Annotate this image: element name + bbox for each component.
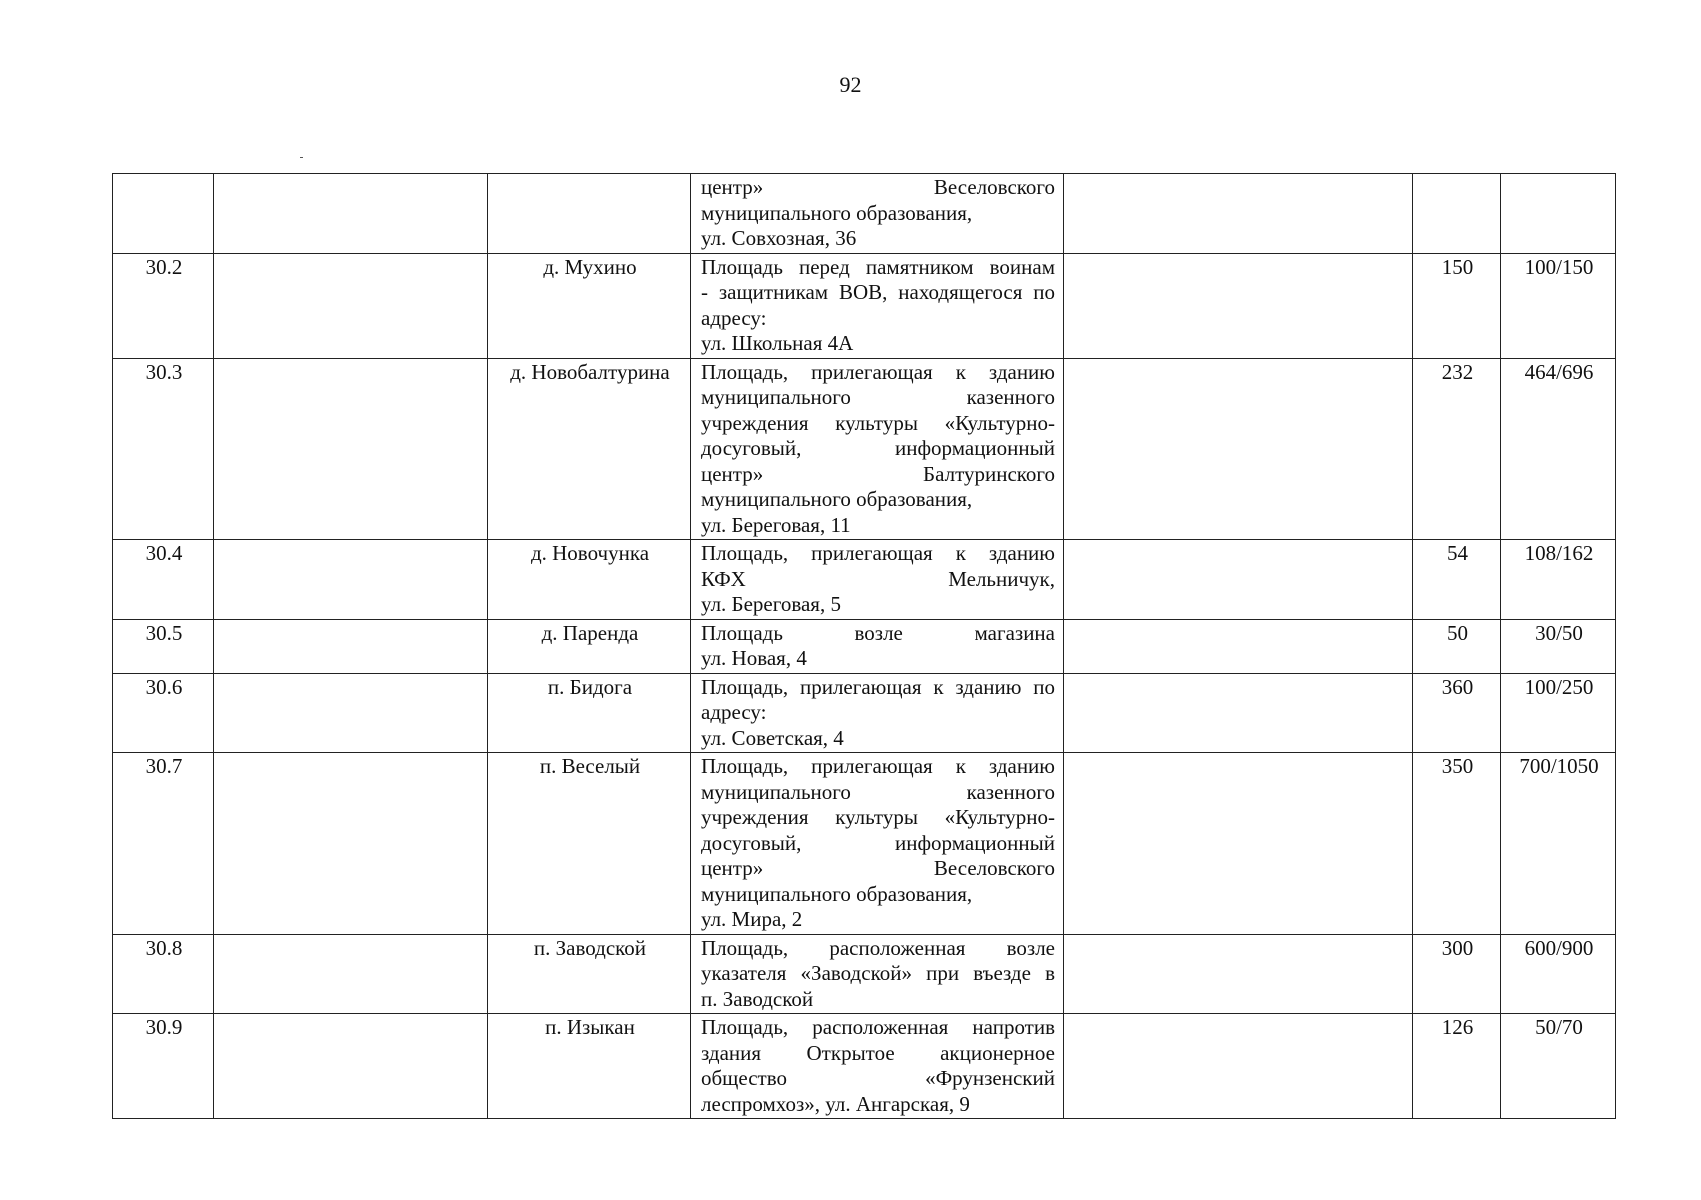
description-line: муниципального образования, bbox=[701, 487, 973, 511]
area-cell: 150 bbox=[1413, 253, 1501, 358]
row-number-cell bbox=[113, 174, 214, 254]
table-row bbox=[113, 253, 1616, 358]
row-number-cell: 30.9 bbox=[113, 1014, 214, 1119]
description-line: центр» Веселовского bbox=[701, 175, 1055, 199]
row-number-cell: 30.2 bbox=[113, 253, 214, 358]
description-line: адресу: bbox=[701, 305, 767, 330]
area-cell: 350 bbox=[1413, 753, 1501, 935]
description-line: досуговый, информационный bbox=[701, 436, 1055, 460]
description-line: Площадь, прилегающая к зданию bbox=[701, 359, 1055, 384]
capacity-cell bbox=[1501, 174, 1616, 254]
area-cell: 232 bbox=[1413, 358, 1501, 540]
description-line: - защитникам ВОВ, находящегося по bbox=[701, 280, 1055, 304]
extra-cell bbox=[1064, 540, 1413, 620]
description-cell bbox=[691, 753, 1064, 935]
description-line: Площадь возле магазина bbox=[701, 620, 1055, 645]
locality-cell: д. Новочунка bbox=[488, 540, 691, 620]
description-line: адресу: bbox=[701, 700, 767, 724]
description-line: леспромхоз», ул. Ангарская, 9 bbox=[701, 1091, 970, 1116]
description-cell bbox=[691, 253, 1064, 358]
table-row bbox=[113, 358, 1616, 540]
extra-cell bbox=[1064, 619, 1413, 673]
area-cell: 50 bbox=[1413, 619, 1501, 673]
description-line: ул. Совхозная, 36 bbox=[701, 226, 857, 250]
table-row bbox=[113, 540, 1616, 620]
scan-mark bbox=[300, 157, 303, 158]
description-line: п. Заводской bbox=[701, 986, 814, 1011]
description-line: муниципального казенного bbox=[701, 779, 1055, 804]
extra-cell bbox=[1064, 753, 1413, 935]
organization-cell bbox=[214, 358, 488, 540]
description-line: муниципального казенного bbox=[701, 385, 1055, 409]
organization-cell bbox=[214, 1014, 488, 1119]
description-line: Площадь, расположенная возле bbox=[701, 935, 1055, 960]
extra-cell bbox=[1064, 253, 1413, 358]
row-number-cell: 30.7 bbox=[113, 753, 214, 935]
organization-cell bbox=[214, 673, 488, 753]
organization-cell bbox=[214, 540, 488, 620]
description-line: Площадь, прилегающая к зданию по bbox=[701, 674, 1055, 699]
row-number-cell: 30.4 bbox=[113, 540, 214, 620]
description-line: ул. Мира, 2 bbox=[701, 907, 803, 931]
locality-cell: п. Заводской bbox=[488, 934, 691, 1014]
organization-cell bbox=[214, 753, 488, 935]
organization-cell bbox=[214, 174, 488, 254]
description-cell bbox=[691, 174, 1064, 254]
capacity-cell: 464/696 bbox=[1501, 358, 1616, 540]
area-cell: 360 bbox=[1413, 673, 1501, 753]
description-line: Площадь, прилегающая к зданию bbox=[701, 541, 1055, 565]
description-line: Площадь, расположенная напротив bbox=[701, 1015, 1055, 1039]
extra-cell bbox=[1064, 174, 1413, 254]
locality-cell: п. Изыкан bbox=[488, 1014, 691, 1119]
description-cell bbox=[691, 540, 1064, 620]
locality-cell: д. Мухино bbox=[488, 253, 691, 358]
description-line: ул. Школьная 4А bbox=[701, 331, 854, 355]
extra-cell bbox=[1064, 358, 1413, 540]
area-cell: 300 bbox=[1413, 934, 1501, 1014]
organization-cell bbox=[214, 619, 488, 673]
description-line: ул. Новая, 4 bbox=[701, 646, 807, 670]
description-line: ул. Советская, 4 bbox=[701, 725, 844, 750]
description-cell bbox=[691, 934, 1064, 1014]
organization-cell bbox=[214, 934, 488, 1014]
description-line: Площадь перед памятником воинам bbox=[701, 254, 1055, 279]
extra-cell bbox=[1064, 673, 1413, 753]
description-cell bbox=[691, 1014, 1064, 1119]
description-line: Площадь, прилегающая к зданию bbox=[701, 754, 1055, 778]
capacity-cell: 700/1050 bbox=[1501, 753, 1616, 935]
registry-table bbox=[112, 173, 1616, 1119]
locality-cell: п. Бидога bbox=[488, 673, 691, 753]
locality-cell: п. Веселый bbox=[488, 753, 691, 935]
table-row bbox=[113, 673, 1616, 753]
locality-cell: д. Паренда bbox=[488, 619, 691, 673]
page-number: 92 bbox=[839, 72, 862, 97]
table-row bbox=[113, 1014, 1616, 1119]
row-number-cell: 30.6 bbox=[113, 673, 214, 753]
table-row bbox=[113, 619, 1616, 673]
description-cell bbox=[691, 673, 1064, 753]
description-line: указателя «Заводской» при въезде в bbox=[701, 961, 1055, 985]
description-cell bbox=[691, 619, 1064, 673]
description-line: ул. Береговая, 5 bbox=[701, 592, 841, 616]
description-line: досуговый, информационный bbox=[701, 830, 1055, 855]
table-body bbox=[113, 174, 1616, 1119]
row-number-cell: 30.8 bbox=[113, 934, 214, 1014]
capacity-cell: 600/900 bbox=[1501, 934, 1616, 1014]
description-line: центр» Веселовского bbox=[701, 856, 1055, 880]
area-cell: 126 bbox=[1413, 1014, 1501, 1119]
description-line: КФХ Мельничук, bbox=[701, 566, 1055, 591]
area-cell bbox=[1413, 174, 1501, 254]
description-line: учреждения культуры «Культурно- bbox=[701, 410, 1055, 435]
table-row bbox=[113, 174, 1616, 254]
description-line: здания Открытое акционерное bbox=[701, 1040, 1055, 1065]
description-line: ул. Береговая, 11 bbox=[701, 512, 851, 537]
capacity-cell: 100/150 bbox=[1501, 253, 1616, 358]
organization-cell bbox=[214, 253, 488, 358]
capacity-cell: 100/250 bbox=[1501, 673, 1616, 753]
area-cell: 54 bbox=[1413, 540, 1501, 620]
description-line: центр» Балтуринского bbox=[701, 461, 1055, 486]
extra-cell bbox=[1064, 934, 1413, 1014]
table-row bbox=[113, 753, 1616, 935]
locality-cell bbox=[488, 174, 691, 254]
locality-cell: д. Новобалтурина bbox=[488, 358, 691, 540]
description-cell bbox=[691, 358, 1064, 540]
description-line: муниципального образования, bbox=[701, 881, 973, 906]
description-line: муниципального образования, bbox=[701, 200, 973, 225]
description-line: учреждения культуры «Культурно- bbox=[701, 805, 1055, 829]
capacity-cell: 108/162 bbox=[1501, 540, 1616, 620]
table-row bbox=[113, 934, 1616, 1014]
capacity-cell: 30/50 bbox=[1501, 619, 1616, 673]
capacity-cell: 50/70 bbox=[1501, 1014, 1616, 1119]
row-number-cell: 30.3 bbox=[113, 358, 214, 540]
row-number-cell: 30.5 bbox=[113, 619, 214, 673]
extra-cell bbox=[1064, 1014, 1413, 1119]
description-line: общество «Фрунзенский bbox=[701, 1066, 1055, 1090]
